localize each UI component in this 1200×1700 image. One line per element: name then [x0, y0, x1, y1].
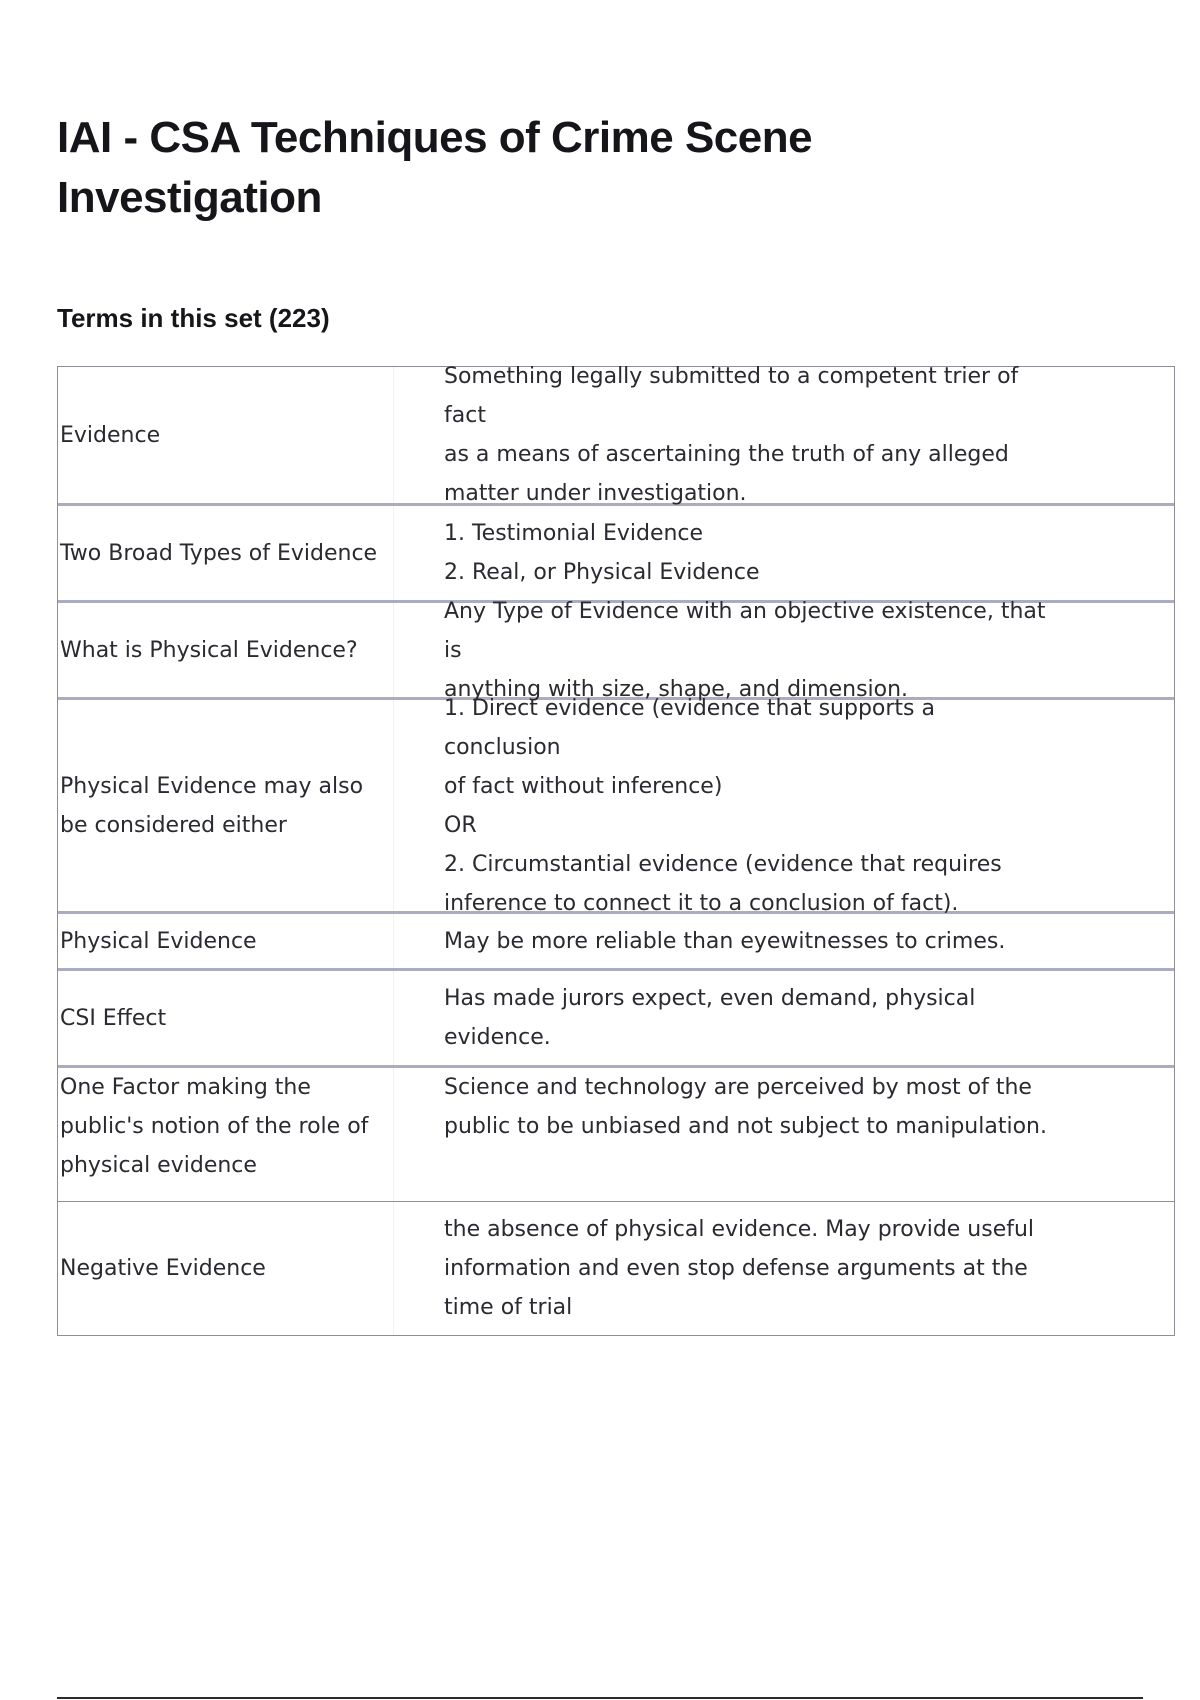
- definition-line: matter under investigation.: [444, 481, 747, 506]
- table-row: [58, 364, 1174, 506]
- definition-line: Any Type of Evidence with an objective existence, that is: [444, 598, 1046, 663]
- definition-line: 1. Testimonial Evidence: [444, 521, 704, 546]
- terms-count-heading: Terms in this set (223): [57, 303, 330, 333]
- definition-line: Something legally submitted to a competent trier of fact: [444, 364, 1019, 428]
- definition-line: inference to connect it to a conclusion of fact).: [444, 890, 959, 916]
- definition-line: May be more reliable than eyewitnesses to crimes.: [444, 928, 1006, 954]
- table-row: [58, 911, 1174, 968]
- term-text: Evidence: [60, 422, 161, 448]
- definition-line: Science and technology are perceived by most of the: [444, 1075, 1032, 1100]
- definition-line: OR: [444, 812, 477, 838]
- definition-line: anything with size, shape, and dimension.: [444, 676, 909, 702]
- definition-cell: [394, 971, 1174, 1065]
- terms-table: [57, 366, 1175, 1336]
- definition-line: information and even stop defense arguments at the: [444, 1256, 1028, 1281]
- table-row: [58, 695, 1174, 916]
- table-row: [58, 503, 1174, 600]
- definition-line: evidence.: [444, 1025, 551, 1050]
- definition-cell: [394, 506, 1174, 600]
- definition-cell: [394, 695, 1174, 916]
- definition-line: of fact without inference): [444, 773, 723, 799]
- footer-divider: [57, 1697, 1143, 1699]
- definition-line: the absence of physical evidence. May provide useful: [444, 1217, 1035, 1242]
- definition-line: 2. Real, or Physical Evidence: [444, 560, 760, 585]
- term-text: CSI Effect: [60, 1005, 167, 1031]
- page-title: IAI - CSA Techniques of Crime Scene Investigation: [57, 113, 813, 222]
- definition-cell: [394, 914, 1174, 968]
- term-cell: [58, 367, 394, 503]
- term-text: Physical Evidence may also be considered either: [60, 773, 364, 838]
- term-cell: [58, 1202, 394, 1335]
- table-row: [58, 598, 1174, 702]
- definition-line: Has made jurors expect, even demand, physical: [444, 986, 976, 1011]
- definition-line: 2. Circumstantial evidence (evidence that requires: [444, 851, 1002, 877]
- definition-cell: [394, 364, 1174, 506]
- table-row: [58, 968, 1174, 1065]
- term-cell: [58, 1068, 394, 1201]
- definition-line: time of trial: [444, 1295, 573, 1320]
- term-cell: [58, 700, 394, 911]
- definition-cell: [394, 1068, 1174, 1201]
- definition-line: 1. Direct evidence (evidence that supports a conclusion: [444, 695, 935, 760]
- term-cell: [58, 914, 394, 968]
- definition-cell: [394, 598, 1174, 702]
- term-text: One Factor making the public's notion of the role of physical evidence: [60, 1075, 369, 1178]
- table-row: [58, 1065, 1174, 1201]
- term-cell: [58, 506, 394, 600]
- table-row: [58, 1201, 1174, 1335]
- term-text: Negative Evidence: [60, 1256, 266, 1281]
- definition-cell: [394, 1202, 1174, 1335]
- term-cell: [58, 603, 394, 697]
- term-text: What is Physical Evidence?: [60, 637, 358, 663]
- term-text: Physical Evidence: [60, 928, 257, 954]
- term-text: Two Broad Types of Evidence: [60, 540, 378, 566]
- definition-line: as a means of ascertaining the truth of any alleged: [444, 442, 1009, 467]
- definition-line: public to be unbiased and not subject to manipulation.: [444, 1114, 1047, 1139]
- term-cell: [58, 971, 394, 1065]
